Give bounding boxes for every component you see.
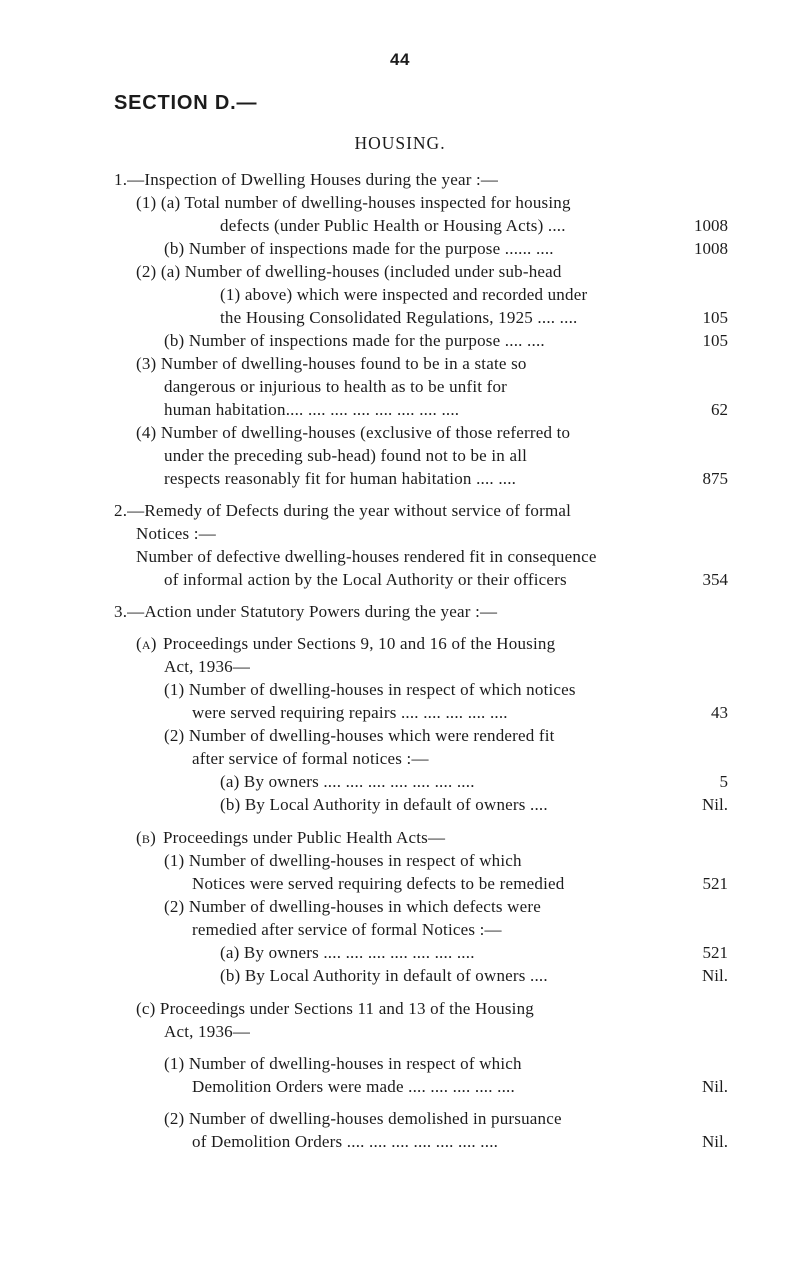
- item3-c-p2-line1: (2) Number of dwelling-houses demolished in pursuance: [164, 1109, 562, 1128]
- item1-3-line2: dangerous or injurious to health as to be unfit for: [164, 377, 508, 396]
- item1-1a-value: 1008: [694, 216, 728, 235]
- item1-4-line2: under the preceding sub-head) found not to be in all: [164, 446, 528, 465]
- item3-a-local: (b) By Local Authority in default of owners ....: [220, 795, 548, 814]
- item1-1a-line2: defects (under Public Health or Housing Acts) ....: [220, 216, 566, 235]
- item3-b-p1-line2: Notices were served requiring defects to be remedied: [192, 874, 565, 893]
- item3-b-line: Proceedings under Public Health Acts—: [163, 828, 446, 847]
- item1-3-line1: (3) Number of dwelling-houses found to be in a state so: [136, 354, 527, 373]
- item3-c-p2-value: Nil.: [702, 1132, 728, 1151]
- item3-c-p2-line2: of Demolition Orders .... .... .... .... .... .... ....: [192, 1132, 499, 1151]
- item3-c-line1: (c) Proceedings under Sections 11 and 13 of the Housing: [136, 999, 534, 1018]
- item3-a-owners-value: 5: [719, 772, 728, 791]
- item2-heading-cont: Notices :—: [136, 524, 216, 543]
- item1-3-line3: human habitation.... .... .... .... .... .... .... ....: [164, 400, 460, 419]
- item1-2a-line3: the Housing Consolidated Regulations, 1925 .... ....: [220, 308, 578, 327]
- item1-heading: 1.—Inspection of Dwelling Houses during the year :—: [114, 170, 499, 189]
- item3-c-p1-line1: (1) Number of dwelling-houses in respect of which: [164, 1054, 522, 1073]
- item3-b-p1-value: 521: [702, 874, 728, 893]
- item3-b-p1-line1: (1) Number of dwelling-houses in respect of which: [164, 851, 522, 870]
- item3-a-line2: Act, 1936—: [164, 657, 251, 676]
- item3-b-local: (b) By Local Authority in default of owners ....: [220, 966, 548, 985]
- item1-2a-line2: (1) above) which were inspected and recorded under: [220, 285, 588, 304]
- item1-4-line1: (4) Number of dwelling-houses (exclusive of those referred to: [136, 423, 571, 442]
- item3-a-p2-line2: after service of formal notices :—: [192, 749, 429, 768]
- item1-2b-value: 105: [702, 331, 728, 350]
- item2-line2: of informal action by the Local Authority or their officers: [164, 570, 567, 589]
- item2-line1: Number of defective dwelling-houses rendered fit in consequence: [136, 547, 597, 566]
- item2-value: 354: [702, 570, 728, 589]
- item3-c-p1-line2: Demolition Orders were made .... .... .... .... ....: [192, 1077, 515, 1096]
- item3-a-line1: Proceedings under Sections 9, 10 and 16 of the Housing: [163, 634, 556, 653]
- item3-b-owners-value: 521: [702, 943, 728, 962]
- item3-a-local-value: Nil.: [702, 795, 728, 814]
- item1-4-value: 875: [702, 469, 728, 488]
- item3-b-p2-line1: (2) Number of dwelling-houses in which defects were: [164, 897, 542, 916]
- item1-2a-value: 105: [702, 308, 728, 327]
- item3-b-owners: (a) By owners .... .... .... .... .... .... ....: [220, 943, 475, 962]
- item3-a-label: (a): [136, 634, 157, 653]
- item1-1b-line: (b) Number of inspections made for the purpose ...... ....: [164, 239, 554, 258]
- item1-4-line3: respects reasonably fit for human habitation .... ....: [164, 469, 517, 488]
- item3-c-line2: Act, 1936—: [164, 1022, 251, 1041]
- page-title: HOUSING.: [354, 133, 446, 153]
- item3-b-label: (b): [136, 828, 156, 847]
- item3-b-local-value: Nil.: [702, 966, 728, 985]
- item3-b-p2-line2: remedied after service of formal Notices :—: [192, 920, 502, 939]
- item1-3-value: 62: [711, 400, 728, 419]
- item1-2b-line: (b) Number of inspections made for the purpose .... ....: [164, 331, 545, 350]
- item3-a-p1-line2: were served requiring repairs .... .... .... .... ....: [192, 703, 508, 722]
- item1-1a-line1: (1) (a) Total number of dwelling-houses inspected for housing: [136, 193, 571, 212]
- item3-a-owners: (a) By owners .... .... .... .... .... .... ....: [220, 772, 475, 791]
- item3-a-p1-line1: (1) Number of dwelling-houses in respect of which notices: [164, 680, 576, 699]
- item1-1b-value: 1008: [694, 239, 728, 258]
- item3-a-p1-value: 43: [711, 703, 728, 722]
- page-number: 44: [390, 50, 410, 69]
- item3-heading: 3.—Action under Statutory Powers during the year :—: [114, 602, 498, 621]
- item2-heading: 2.—Remedy of Defects during the year without service of formal: [114, 501, 572, 520]
- section-heading: SECTION D.—: [114, 92, 258, 114]
- item1-2a-line1: (2) (a) Number of dwelling-houses (included under sub-head: [136, 262, 562, 281]
- item3-a-p2-line1: (2) Number of dwelling-houses which were rendered fit: [164, 726, 555, 745]
- item3-c-p1-value: Nil.: [702, 1077, 728, 1096]
